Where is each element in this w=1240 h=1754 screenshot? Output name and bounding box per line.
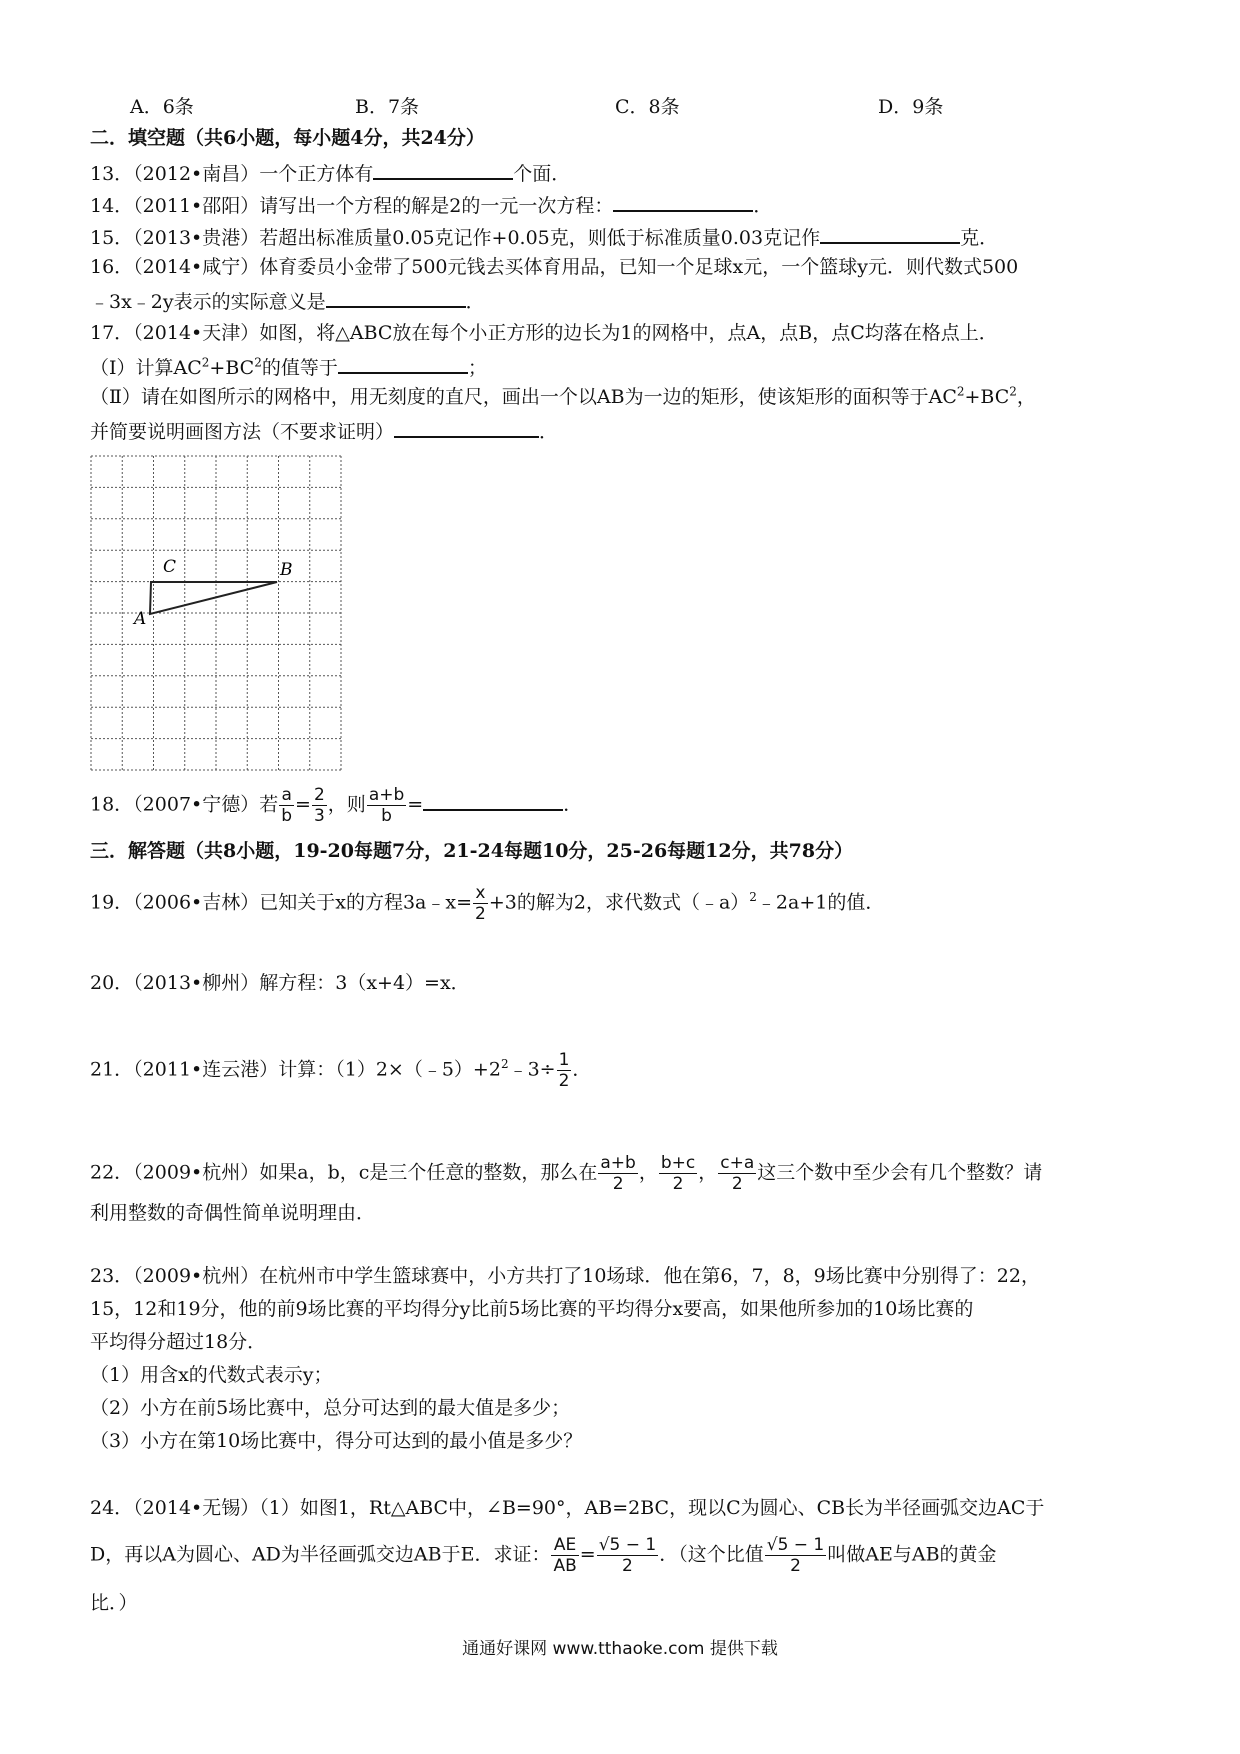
q17-part2-end: ， (1016, 386, 1036, 408)
question-16-line-2 (90, 286, 485, 315)
equals: = (407, 793, 424, 816)
q13-suffix: 个面． (513, 163, 571, 185)
q17-part1-mid: +BC (209, 357, 255, 379)
question-23-sub-2: （2）小方在前5场比赛中，总分可达到的最大值是多少； (90, 1397, 571, 1419)
question-23-line-2: 15，12和19分，他的前9场比赛的平均得分y比前5场比赛的平均得分x要高，如果他所参加的10场比赛的 (90, 1298, 974, 1320)
denominator: 2 (622, 1556, 633, 1576)
triangle-abc (150, 582, 277, 614)
fraction (551, 1535, 578, 1576)
numerator: x (473, 883, 488, 904)
answer-blank (373, 158, 513, 180)
grid-svg (90, 455, 342, 771)
q14-suffix: ． (753, 195, 773, 217)
q18-text: 18．（2007•宁德）若 (90, 793, 279, 816)
denominator: 2 (612, 1174, 624, 1194)
denominator: AB (553, 1556, 577, 1576)
question-23-sub-3: （3）小方在第10场比赛中，得分可达到的最小值是多少？ (90, 1430, 583, 1452)
question-17-part-2 (90, 384, 1036, 410)
q21-mid: ﹣3÷ (508, 1058, 556, 1081)
section-2-heading: 二．填空题（共6小题，每小题4分，共24分） (90, 127, 485, 149)
fraction (312, 785, 327, 826)
q18-suffix: ． (563, 793, 583, 816)
answer-blank (423, 789, 563, 811)
question-24-line-2 (90, 1535, 997, 1576)
grid-figure (90, 455, 342, 775)
q24-end: 叫做AE与AB的黄金 (827, 1543, 997, 1566)
denominator: 2 (790, 1556, 801, 1576)
numerator: b+c (660, 1153, 696, 1173)
equals: = (295, 793, 311, 816)
q15-suffix: 克． (960, 227, 999, 249)
question-13 (90, 158, 570, 187)
denominator: 2 (475, 904, 486, 924)
q24-text: D，再以A为圆心、AD为半径画弧交边AB于E．求证： (90, 1543, 551, 1566)
superscript: 2 (1009, 384, 1017, 399)
q19-suffix: +3的解为2，求代数式（﹣a） (488, 891, 750, 914)
q17-part3-suffix: ． (539, 421, 559, 443)
answer-blank (613, 190, 753, 212)
q24-mid: ．（这个比值 (659, 1543, 764, 1566)
option-a: A．6条 (130, 96, 194, 118)
question-14 (90, 190, 772, 219)
footer-text: 通通好课网 www.tthaoke.com 提供下载 (462, 1639, 778, 1659)
q22-suffix: 这三个数中至少会有几个整数？请 (757, 1161, 1043, 1184)
denominator: 2 (558, 1071, 570, 1091)
question-17-part-1 (90, 352, 487, 381)
denominator: b (281, 806, 293, 826)
q18-mid: ，则 (327, 793, 366, 816)
superscript: 2 (749, 890, 757, 905)
question-22-line-2: 利用整数的奇偶性简单说明理由． (90, 1202, 376, 1224)
q17-part1-suffix: ； (467, 357, 487, 379)
q19-end: ﹣2a+1的值． (756, 891, 885, 914)
fraction (473, 883, 488, 924)
superscript: 2 (500, 1057, 509, 1072)
numerator: a+b (600, 1153, 636, 1173)
label-a: A (134, 609, 147, 629)
question-24-line-1: 24．（2014•无锡）（1）如图1，Rt△ABC中，∠B=90°，AB=2BC，现以C为圆心、CB长为半径画弧交边AC于 (90, 1497, 1045, 1519)
question-17-line-1: 17．（2014•天津）如图，将△ABC放在每个小正方形的边长为1的网格中，点A，点B，点C均落在格点上． (90, 322, 998, 344)
superscript: 2 (956, 384, 965, 399)
option-c: C．8条 (615, 96, 680, 118)
fraction (718, 1153, 756, 1194)
question-23-sub-1: （1）用含x的代数式表示y； (90, 1364, 333, 1386)
answer-blank (820, 222, 960, 244)
superscript: 2 (201, 355, 210, 370)
fraction (598, 1153, 637, 1194)
section-3-heading: 三．解答题（共8小题，19-20每题7分，21-24每题10分，25-26每题12分，共78分） (90, 840, 854, 862)
q15-text: 15．（2013•贵港）若超出标准质量0.05克记作+0.05克，则低于标准质量0.03克记作 (90, 227, 821, 249)
question-18 (90, 785, 582, 826)
denominator: 3 (313, 806, 325, 826)
option-b: B．7条 (355, 96, 420, 118)
option-d: D．9条 (878, 96, 944, 118)
denominator: b (381, 806, 392, 826)
label-b: B (280, 560, 293, 580)
numerator: 1 (558, 1050, 570, 1070)
question-16-line-1: 16．（2014•咸宁）体育委员小金带了500元钱去买体育用品，已知一个足球x元，一个篮球y元．则代数式500 (90, 256, 1019, 278)
question-19 (90, 883, 884, 924)
fraction (279, 785, 294, 826)
question-24-line-3: 比．） (90, 1592, 138, 1614)
q17-part3-text: 并简要说明画图方法（不要求证明） (90, 421, 395, 443)
q22-text: 22．（2009•杭州）如果a，b，c是三个任意的整数，那么在 (90, 1161, 598, 1184)
numerator: AE (551, 1535, 578, 1556)
q17-part2-mid: +BC (964, 386, 1010, 408)
q21-text: 21．（2011•连云港）计算：（1）2×（﹣5）+2 (90, 1058, 501, 1081)
question-21 (90, 1050, 591, 1091)
separator: ， (638, 1161, 658, 1184)
numerator: 2 (313, 785, 325, 805)
q19-text: 19．（2006•吉林）已知关于x的方程3a﹣x= (90, 891, 473, 914)
q16-suffix: ． (465, 291, 485, 313)
equals: = (579, 1543, 596, 1566)
numerator: c+a (720, 1153, 755, 1173)
q16-text: ﹣3x﹣2y表示的实际意义是 (90, 291, 326, 313)
answer-blank (394, 416, 539, 438)
q17-part1-end: 的值等于 (261, 357, 338, 379)
q13-text: 13．（2012•南昌）一个正方体有 (90, 163, 374, 185)
q17-part1-text: （Ⅰ）计算AC (90, 357, 202, 379)
superscript: 2 (254, 355, 262, 370)
answer-blank (326, 286, 466, 308)
q21-suffix: ． (572, 1058, 592, 1081)
numerator: a+b (368, 785, 405, 805)
q14-text: 14．（2011•邵阳）请写出一个方程的解是2的一元一次方程： (90, 195, 614, 217)
separator: ， (698, 1161, 718, 1184)
fraction (597, 1535, 659, 1576)
question-15 (90, 222, 998, 251)
label-c: C (163, 557, 177, 577)
fraction (557, 1050, 572, 1091)
answer-blank (338, 352, 468, 374)
denominator: 2 (672, 1174, 684, 1194)
denominator: 2 (731, 1174, 743, 1194)
numerator: √5 − 1 (598, 1535, 657, 1555)
question-22 (90, 1153, 1042, 1194)
question-20: 20．（2013•柳州）解方程：3（x+4）=x． (90, 972, 470, 994)
question-23-line-1: 23．（2009•杭州）在杭州市中学生篮球赛中，小方共打了10场球．他在第6，7，8，9场比赛中分别得了：22， (90, 1265, 1040, 1287)
q17-part2-text: （Ⅱ）请在如图所示的网格中，用无刻度的直尺，画出一个以AB为一边的矩形，使该矩形的面积等于AC (90, 386, 957, 408)
fraction (367, 785, 406, 826)
question-23-line-3: 平均得分超过18分． (90, 1331, 267, 1353)
fraction (765, 1535, 827, 1576)
fraction (659, 1153, 697, 1194)
numerator: a (279, 785, 294, 806)
numerator: √5 − 1 (766, 1535, 825, 1555)
question-17-part-3 (90, 416, 558, 445)
